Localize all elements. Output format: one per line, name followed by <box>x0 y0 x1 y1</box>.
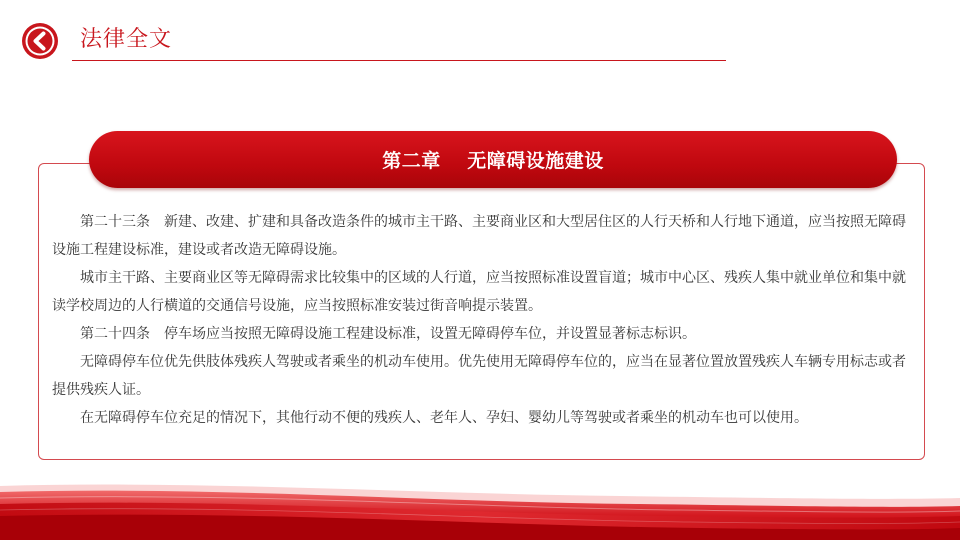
chapter-banner <box>89 131 897 188</box>
paragraph: 在无障碍停车位充足的情况下，其他行动不便的残疾人、老年人、孕妇、婴幼儿等驾驶或者乘坐的机动车也可以使用。 <box>80 410 808 426</box>
law-text <box>52 208 918 432</box>
paragraph: 第二十四条 停车场应当按照无障碍设施工程建设标准，设置无障碍停车位，并设置显著标志标识。 <box>80 326 696 342</box>
back-arrow-icon[interactable] <box>20 21 60 61</box>
paragraph: 第二十三条 新建、改建、扩建和具备改造条件的城市主干路、主要商业区和大型居住区的人行天桥和人行地下通道，应当按照无障碍设施工程建设标准，建设或者改造无障碍设施。 <box>52 214 906 258</box>
paragraph: 城市主干路、主要商业区等无障碍需求比较集中的区域的人行道，应当按照标准设置盲道；城市中心区、残疾人集中就业单位和集中就读学校周边的人行横道的交通信号设施，应当按照标准安装过街音响提示装置。 <box>52 270 906 314</box>
page-title: 法律全文 <box>80 27 173 52</box>
paragraph: 无障碍停车位优先供肢体残疾人驾驶或者乘坐的机动车使用。优先使用无障碍停车位的，应当在显著位置放置残疾人车辆专用标志或者提供残疾人证。 <box>52 354 906 398</box>
red-ribbon-decoration <box>0 478 960 540</box>
header-divider <box>72 60 726 61</box>
chapter-title: 第二章 无障碍设施建设 <box>382 150 604 172</box>
